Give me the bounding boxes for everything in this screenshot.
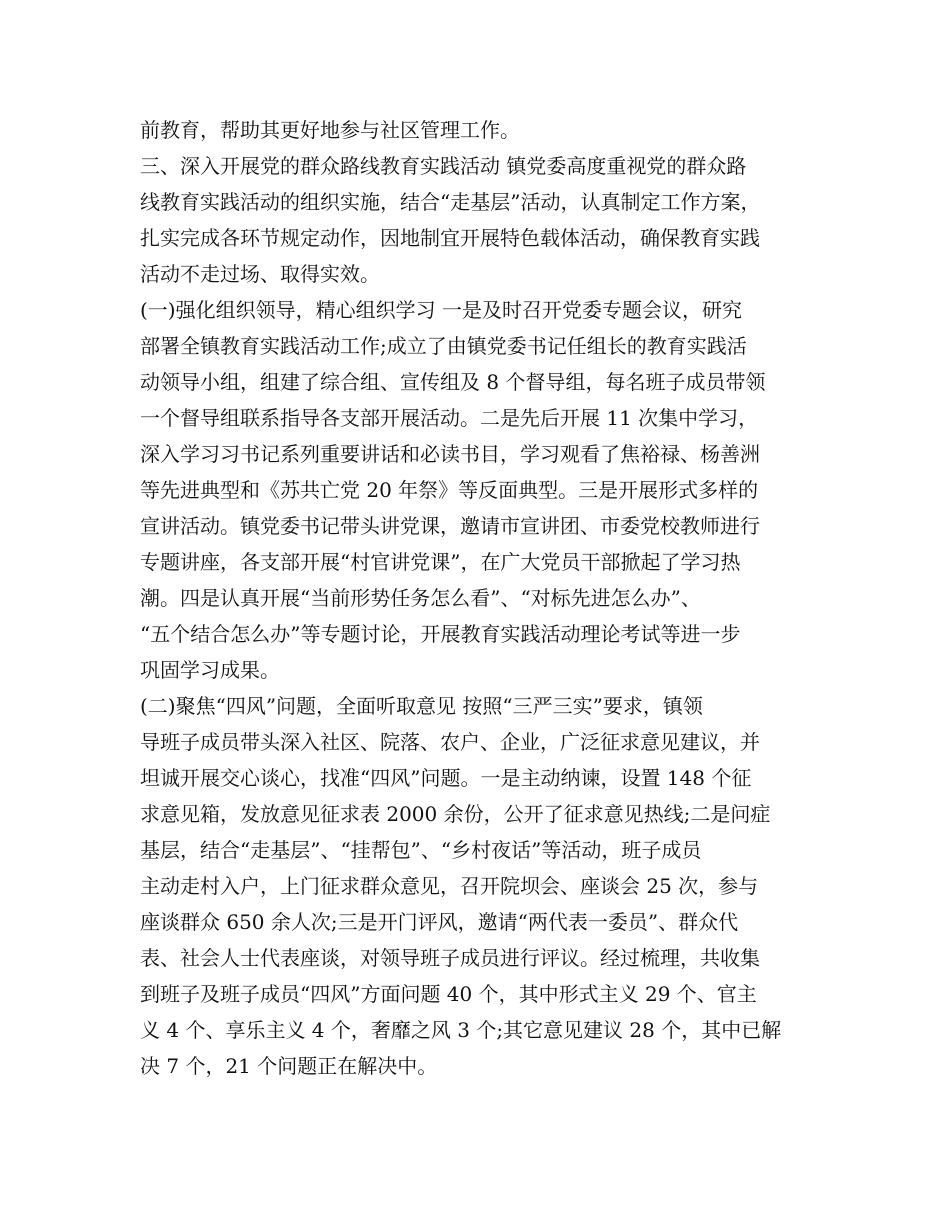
text-line: 表、社会人士代表座谈，对领导班子成员进行评议。经过梳理，共收集: [140, 946, 760, 970]
text-line: 主动走村入户，上门征求群众意见，召开院坝会、座谈会 25 次，参与: [140, 874, 759, 898]
text-line: 座谈群众 650 余人次;三是开门评风，邀请“两代表一委员”、群众代: [140, 910, 739, 934]
text-line: 义 4 个、享乐主义 4 个，奢靡之风 3 个;其它意见建议 28 个，其中已解: [140, 1018, 782, 1042]
subsection-heading-line: (二)聚焦“四风”问题，全面听取意见 按照“三严三实”要求，镇领: [140, 694, 703, 718]
text-line: 前教育，帮助其更好地参与社区管理工作。: [140, 118, 520, 142]
text-line: 到班子及班子成员“四风”方面问题 40 个，其中形式主义 29 个、官主: [140, 982, 757, 1006]
section-heading-line: 三、深入开展党的群众路线教育实践活动 镇党委高度重视党的群众路: [140, 154, 747, 178]
text-line: 等先进典型和《苏共亡党 20 年祭》等反面典型。三是开展形式多样的: [140, 478, 759, 502]
text-line: 潮。四是认真开展“当前形势任务怎么看”、“对标先进怎么办”、: [140, 586, 701, 610]
text-line: 求意见箱，发放意见征求表 2000 余份，公开了征求意见热线;二是问症: [140, 802, 771, 826]
document-body: [140, 112, 830, 1084]
text-line: “五个结合怎么办”等专题讨论，开展教育实践活动理论考试等进一步: [140, 622, 741, 646]
text-line: 扎实完成各环节规定动作，因地制宜开展特色载体活动，确保教育实践: [140, 226, 760, 250]
text-line: 动领导小组，组建了综合组、宣传组及 8 个督导组，每名班子成员带领: [140, 370, 766, 394]
subsection-heading-line: (一)强化组织领导，精心组织学习 一是及时召开党委专题会议，研究: [140, 298, 742, 322]
text-line: 活动不走过场、取得实效。: [140, 262, 380, 286]
text-line: 坦诚开展交心谈心，找准“四风”问题。一是主动纳谏，设置 148 个征: [140, 766, 752, 790]
text-line: 线教育实践活动的组织实施，结合“走基层”活动，认真制定工作方案，: [140, 190, 761, 214]
text-line: 巩固学习成果。: [140, 658, 280, 682]
text-line: 专题讲座，各支部开展“村官讲党课”，在广大党员干部掀起了学习热: [140, 550, 741, 574]
text-line: 一个督导组联系指导各支部开展活动。二是先后开展 11 次集中学习，: [140, 406, 759, 430]
text-line: 决 7 个，21 个问题正在解决中。: [140, 1054, 438, 1078]
text-line: 导班子成员带头深入社区、院落、农户、企业，广泛征求意见建议，并: [140, 730, 760, 754]
text-line: 宣讲活动。镇党委书记带头讲党课，邀请市宣讲团、市委党校教师进行: [140, 514, 760, 538]
text-line: 基层，结合“走基层”、“挂帮包”、“乡村夜话”等活动，班子成员: [140, 838, 702, 862]
text-line: 深入学习习书记系列重要讲话和必读书目，学习观看了焦裕禄、杨善洲: [140, 442, 760, 466]
text-line: 部署全镇教育实践活动工作;成立了由镇党委书记任组长的教育实践活: [140, 334, 747, 358]
